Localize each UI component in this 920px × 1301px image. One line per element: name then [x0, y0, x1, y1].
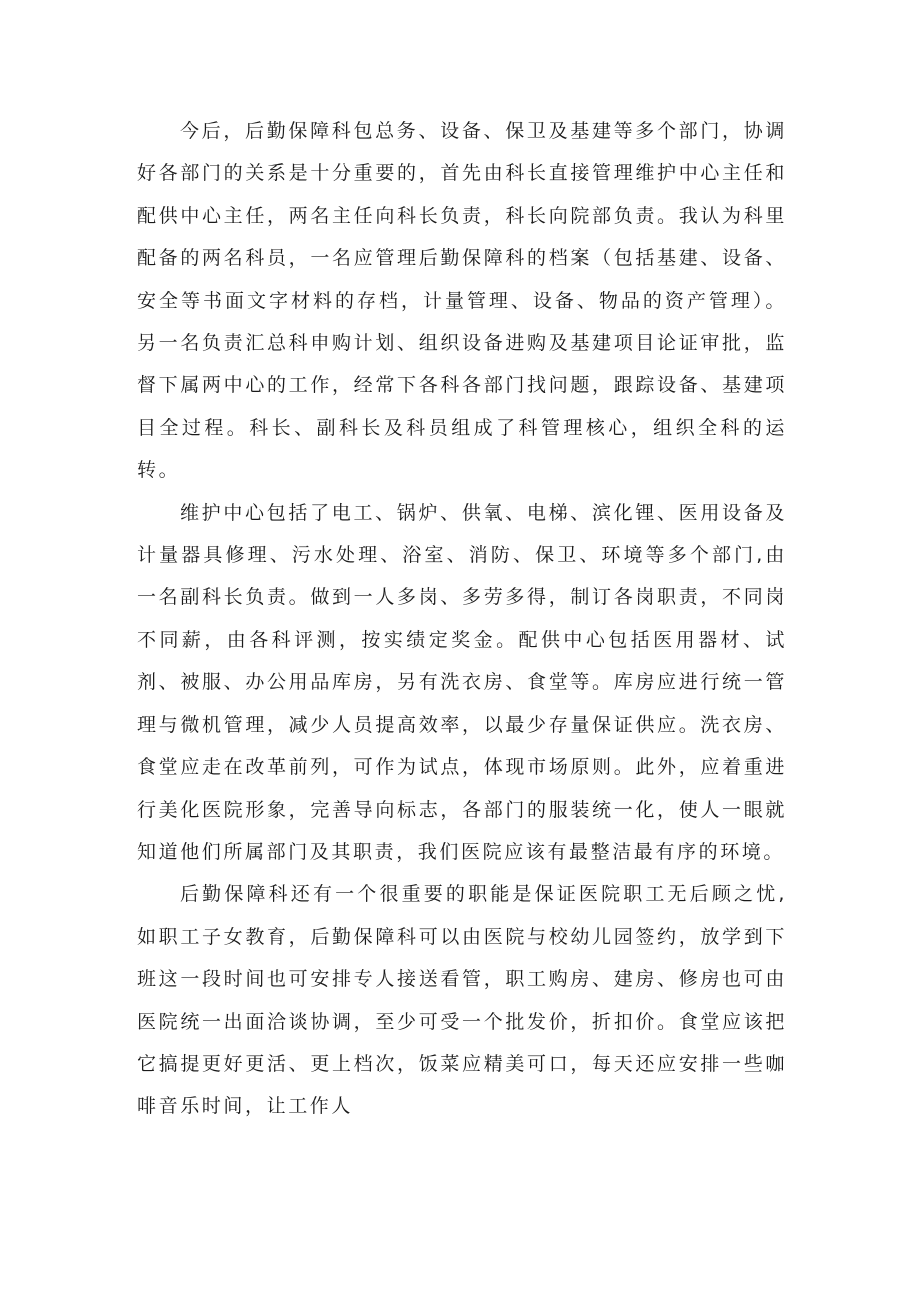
paragraph-3: 后勤保障科还有一个很重要的职能是保证医院职工无后顾之忧,如职工子女教育，后勤保障科可以由医院与校幼儿园签约，放学到下班这一段时间也可安排专人接送看管，职工购房、建房、修房也可由医院统一出面洽谈协调，至少可受一个批发价，折扣价。食堂应该把它搞提更好更活、更上档次，饭菜应精美可口，每天还应安排一些咖啡音乐时间，让工作人: [137, 883, 787, 1118]
paragraph-1: 今后，后勤保障科包总务、设备、保卫及基建等多个部门，协调好各部门的关系是十分重要的，首先由科长直接管理维护中心主任和配供中心主任，两名主任向科长负责，科长向院部负责。我认为科里配备的两名科员，一名应管理后勤保障科的档案（包括基建、设备、安全等书面文字材料的存档，计量管理、设备、物品的资产管理）。另一名负责汇总科申购计划、组织设备进购及基建项目论证审批，监督下属两中心的工作，经常下各科各部门找问题，跟踪设备、基建项目全过程。科长、副科长及科员组成了科管理核心，组织全科的运转。: [137, 120, 787, 482]
document-body: [137, 110, 787, 1128]
paragraph-2: 维护中心包括了电工、锅炉、供氧、电梯、滨化锂、医用设备及计量器具修理、污水处理、浴室、消防、保卫、环境等多个部门,由一名副科长负责。做到一人多岗、多劳多得，制订各岗职责，不同岗不同薪，由各科评测，按实绩定奖金。配供中心包括医用器材、试剂、被服、办公用品库房，另有洗衣房、食堂等。库房应进行统一管理与微机管理，减少人员提高效率，以最少存量保证供应。洗衣房、食堂应走在改革前列，可作为试点，体现市场原则。此外，应着重进行美化医院形象，完善导向标志，各部门的服装统一化，使人一眼就知道他们所属部门及其职责，我们医院应该有最整洁最有序的环境。: [137, 501, 787, 863]
